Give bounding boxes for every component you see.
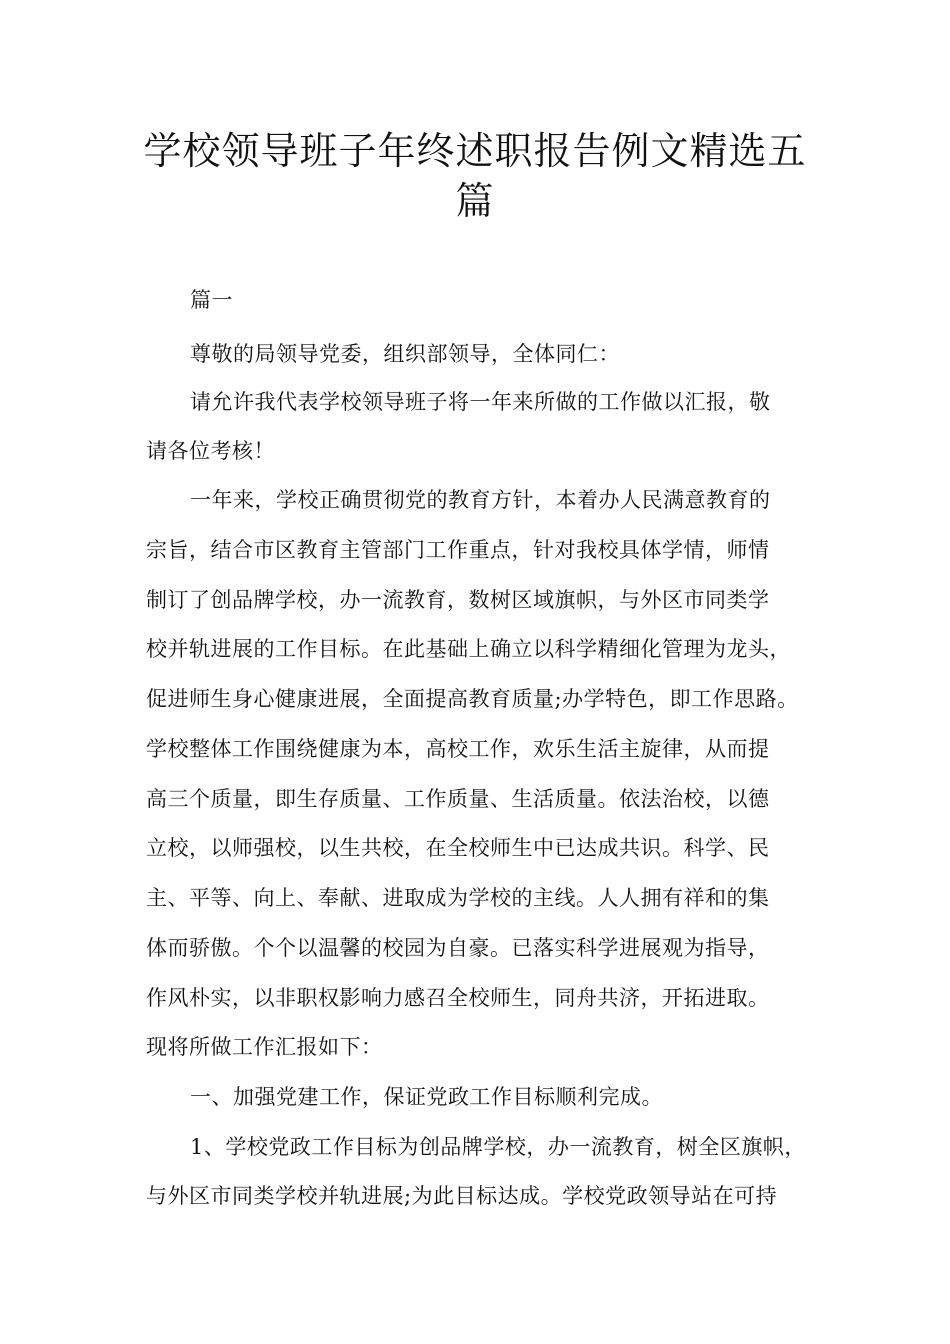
document-title [120, 126, 830, 226]
paragraph-line: 请各位考核！ [146, 439, 275, 463]
paragraph-line: 作风朴实，以非职权影响力感召全校师生，同舟共济，开拓进取。 [146, 986, 770, 1010]
paragraph-line: 1、学校党政工作目标为创品牌学校，办一流教育，树全区旗帜， [190, 1135, 806, 1159]
paragraph-line: 高三个质量，即生存质量、工作质量、生活质量。依法治校，以德 [146, 787, 770, 811]
paragraph-line: 请允许我代表学校领导班子将一年来所做的工作做以汇报，敬 [190, 390, 771, 414]
section-heading: 篇一 [190, 288, 233, 312]
paragraph-line: 现将所做工作汇报如下： [146, 1035, 383, 1059]
salutation: 尊敬的局领导党委，组织部领导，全体同仁： [190, 342, 620, 366]
paragraph-line: 制订了创品牌学校，办一流教育，数树区域旗帜，与外区市同类学 [146, 588, 770, 612]
paragraph-line: 立校，以师强校，以生共校，在全校师生中已达成共识。科学、民 [146, 836, 770, 860]
paragraph-line: 校并轨进展的工作目标。在此基础上确立以科学精细化管理为龙头， [146, 637, 791, 661]
paragraph-line: 促进师生身心健康进展，全面提高教育质量;办学特色，即工作思路。 [146, 687, 799, 711]
paragraph-line: 主、平等、向上、奉献、进取成为学校的主线。人人拥有祥和的集 [146, 886, 770, 910]
paragraph-line: 学校整体工作围绕健康为本，高校工作，欢乐生活主旋律，从而提 [146, 737, 770, 761]
paragraph-line: 一年来，学校正确贯彻党的教育方针，本着办人民满意教育的 [190, 488, 771, 512]
paragraph-line: 体而骄傲。个个以温馨的校园为自豪。已落实科学进展观为指导， [146, 936, 770, 960]
section-subheading: 一、加强党建工作，保证党政工作目标顺利完成。 [190, 1085, 663, 1109]
paragraph-line: 宗旨，结合市区教育主管部门工作重点，针对我校具体学情，师情 [146, 538, 770, 562]
title-line-1: 学校领导班子年终述职报告例文精选五 [143, 129, 807, 173]
paragraph-line: 与外区市同类学校并轨进展;为此目标达成。学校党政领导站在可持 [146, 1184, 778, 1208]
title-line-2: 篇 [455, 179, 495, 223]
